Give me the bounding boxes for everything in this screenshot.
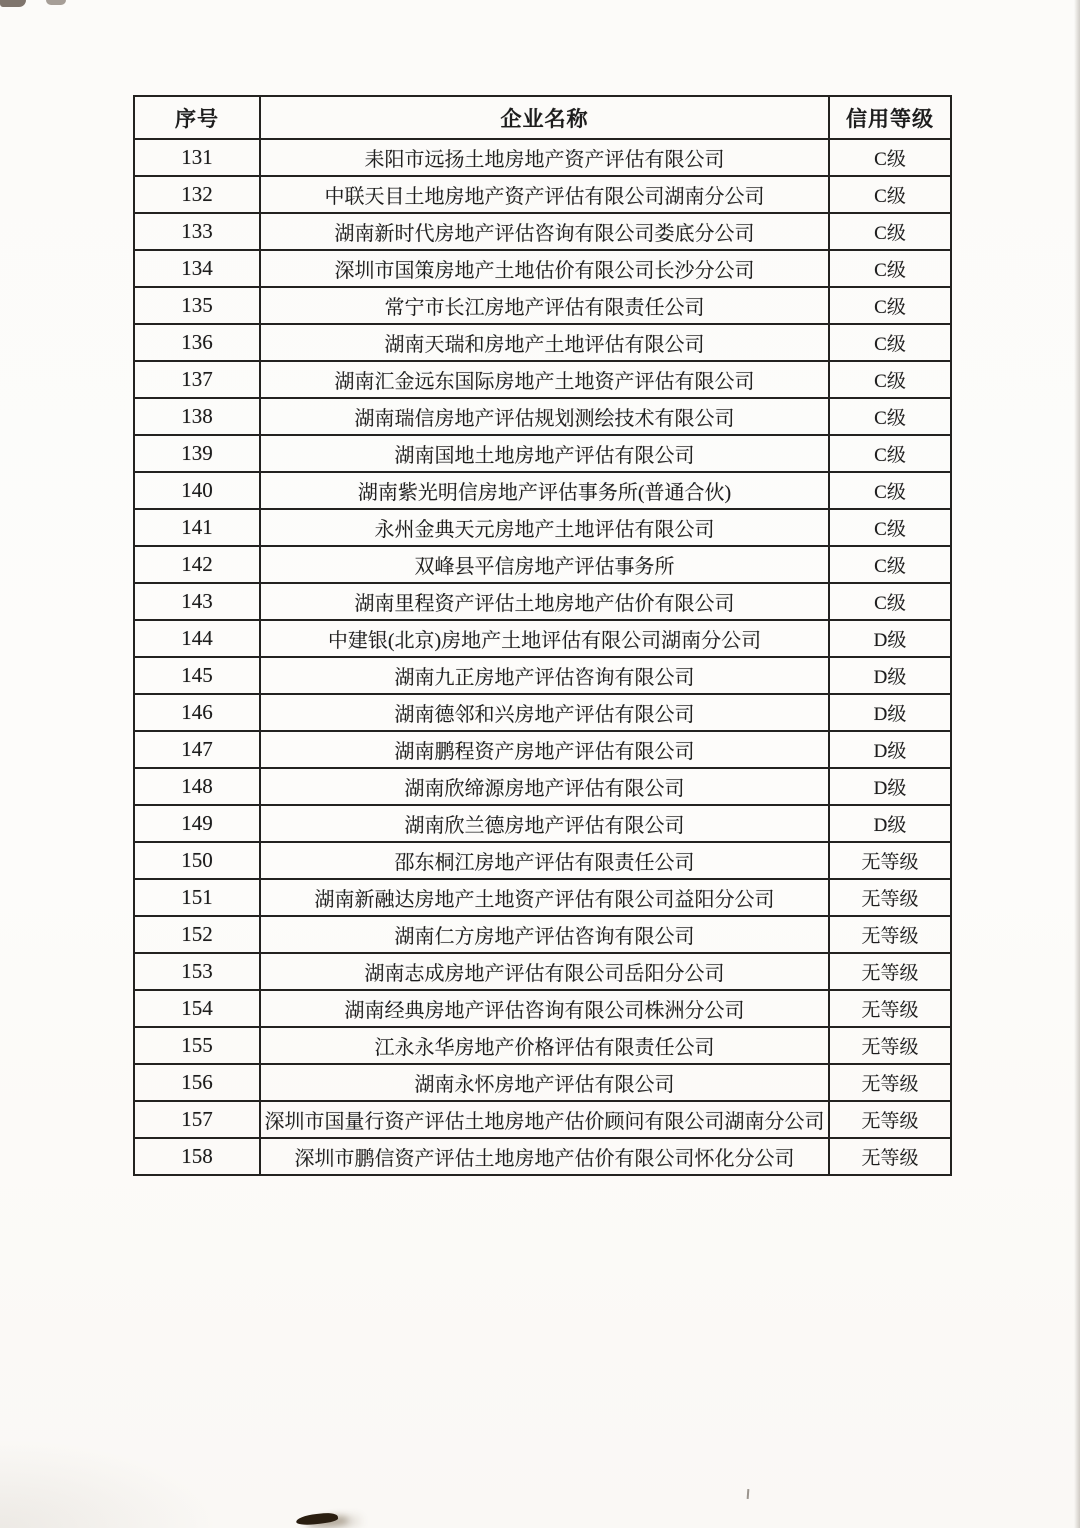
credit-rating-cell: C级 bbox=[829, 472, 951, 509]
credit-rating-cell: D级 bbox=[829, 805, 951, 842]
table-row bbox=[134, 842, 951, 879]
credit-rating-cell: C级 bbox=[829, 509, 951, 546]
serial-number-cell: 154 bbox=[134, 990, 260, 1027]
scan-edge-shadow bbox=[1074, 0, 1080, 1528]
credit-rating-cell: 无等级 bbox=[829, 879, 951, 916]
company-name-cell: 湖南新时代房地产评估咨询有限公司娄底分公司 bbox=[260, 213, 829, 250]
serial-number-cell: 152 bbox=[134, 916, 260, 953]
credit-rating-cell: 无等级 bbox=[829, 1138, 951, 1175]
company-name-cell: 湖南欣缔源房地产评估有限公司 bbox=[260, 768, 829, 805]
serial-number-cell: 134 bbox=[134, 250, 260, 287]
table-row bbox=[134, 694, 951, 731]
company-name-cell: 湖南鹏程资产房地产评估有限公司 bbox=[260, 731, 829, 768]
table-row bbox=[134, 1101, 951, 1138]
company-name-cell: 永州金典天元房地产土地评估有限公司 bbox=[260, 509, 829, 546]
serial-number-cell: 139 bbox=[134, 435, 260, 472]
table-row bbox=[134, 250, 951, 287]
table-row bbox=[134, 657, 951, 694]
table-row bbox=[134, 583, 951, 620]
serial-number-cell: 142 bbox=[134, 546, 260, 583]
serial-number-cell: 151 bbox=[134, 879, 260, 916]
company-name-cell: 中建银(北京)房地产土地评估有限公司湖南分公司 bbox=[260, 620, 829, 657]
serial-number-cell: 155 bbox=[134, 1027, 260, 1064]
credit-rating-cell: C级 bbox=[829, 435, 951, 472]
table-body bbox=[134, 139, 951, 1175]
credit-rating-table bbox=[133, 95, 952, 1176]
credit-rating-cell: 无等级 bbox=[829, 842, 951, 879]
serial-number-cell: 143 bbox=[134, 583, 260, 620]
serial-number-cell: 153 bbox=[134, 953, 260, 990]
credit-rating-cell: C级 bbox=[829, 583, 951, 620]
company-name-cell: 湖南志成房地产评估有限公司岳阳分公司 bbox=[260, 953, 829, 990]
table-row bbox=[134, 139, 951, 176]
table-row bbox=[134, 509, 951, 546]
table-row bbox=[134, 805, 951, 842]
table-row bbox=[134, 916, 951, 953]
serial-number-cell: 141 bbox=[134, 509, 260, 546]
company-name-cell: 湖南汇金远东国际房地产土地资产评估有限公司 bbox=[260, 361, 829, 398]
table-row bbox=[134, 879, 951, 916]
company-name-cell: 江永永华房地产价格评估有限责任公司 bbox=[260, 1027, 829, 1064]
credit-rating-cell: 无等级 bbox=[829, 990, 951, 1027]
serial-number-cell: 132 bbox=[134, 176, 260, 213]
table-row bbox=[134, 176, 951, 213]
company-name-cell: 湖南欣兰德房地产评估有限公司 bbox=[260, 805, 829, 842]
credit-rating-cell: C级 bbox=[829, 250, 951, 287]
table-row bbox=[134, 620, 951, 657]
company-name-cell: 湖南紫光明信房地产评估事务所(普通合伙) bbox=[260, 472, 829, 509]
company-name-cell: 深圳市鹏信资产评估土地房地产估价有限公司怀化分公司 bbox=[260, 1138, 829, 1175]
table-row bbox=[134, 546, 951, 583]
serial-number-cell: 150 bbox=[134, 842, 260, 879]
serial-number-cell: 145 bbox=[134, 657, 260, 694]
company-name-cell: 湖南德邻和兴房地产评估有限公司 bbox=[260, 694, 829, 731]
company-name-cell: 湖南瑞信房地产评估规划测绘技术有限公司 bbox=[260, 398, 829, 435]
serial-number-cell: 133 bbox=[134, 213, 260, 250]
table-row bbox=[134, 398, 951, 435]
credit-rating-cell: D级 bbox=[829, 768, 951, 805]
company-name-cell: 湖南经典房地产评估咨询有限公司株洲分公司 bbox=[260, 990, 829, 1027]
credit-rating-cell: C级 bbox=[829, 398, 951, 435]
credit-rating-cell: 无等级 bbox=[829, 1101, 951, 1138]
company-name-cell: 湖南新融达房地产土地资产评估有限公司益阳分公司 bbox=[260, 879, 829, 916]
credit-rating-cell: D级 bbox=[829, 694, 951, 731]
company-name-cell: 湖南永怀房地产评估有限公司 bbox=[260, 1064, 829, 1101]
credit-rating-cell: 无等级 bbox=[829, 916, 951, 953]
company-name-cell: 湖南里程资产评估土地房地产估价有限公司 bbox=[260, 583, 829, 620]
serial-number-cell: 136 bbox=[134, 324, 260, 361]
scan-smudge-bottom bbox=[296, 1512, 339, 1526]
table-row bbox=[134, 361, 951, 398]
serial-number-cell: 158 bbox=[134, 1138, 260, 1175]
credit-rating-cell: 无等级 bbox=[829, 1064, 951, 1101]
table-row bbox=[134, 324, 951, 361]
company-name-cell: 双峰县平信房地产评估事务所 bbox=[260, 546, 829, 583]
company-name-cell: 中联天目土地房地产资产评估有限公司湖南分公司 bbox=[260, 176, 829, 213]
credit-rating-cell: D级 bbox=[829, 657, 951, 694]
credit-rating-cell: C级 bbox=[829, 176, 951, 213]
company-name-cell: 常宁市长江房地产评估有限责任公司 bbox=[260, 287, 829, 324]
credit-rating-cell: C级 bbox=[829, 213, 951, 250]
table-row bbox=[134, 435, 951, 472]
company-name-cell: 深圳市国量行资产评估土地房地产估价顾问有限公司湖南分公司 bbox=[260, 1101, 829, 1138]
credit-rating-cell: D级 bbox=[829, 731, 951, 768]
header-credit-rating: 信用等级 bbox=[829, 96, 951, 139]
credit-rating-cell: C级 bbox=[829, 361, 951, 398]
serial-number-cell: 137 bbox=[134, 361, 260, 398]
table-row bbox=[134, 953, 951, 990]
serial-number-cell: 146 bbox=[134, 694, 260, 731]
company-name-cell: 湖南仁方房地产评估咨询有限公司 bbox=[260, 916, 829, 953]
serial-number-cell: 144 bbox=[134, 620, 260, 657]
serial-number-cell: 156 bbox=[134, 1064, 260, 1101]
company-name-cell: 湖南九正房地产评估咨询有限公司 bbox=[260, 657, 829, 694]
company-name-cell: 邵东桐江房地产评估有限责任公司 bbox=[260, 842, 829, 879]
serial-number-cell: 148 bbox=[134, 768, 260, 805]
credit-rating-cell: D级 bbox=[829, 620, 951, 657]
scan-tick-mark bbox=[747, 1489, 750, 1499]
scan-speck-top-left-2 bbox=[46, 0, 66, 5]
credit-rating-cell: 无等级 bbox=[829, 953, 951, 990]
table-row bbox=[134, 472, 951, 509]
credit-rating-cell: 无等级 bbox=[829, 1027, 951, 1064]
credit-rating-cell: C级 bbox=[829, 287, 951, 324]
scan-speck-top-left bbox=[0, 0, 26, 7]
company-name-cell: 耒阳市远扬土地房地产资产评估有限公司 bbox=[260, 139, 829, 176]
credit-rating-cell: C级 bbox=[829, 546, 951, 583]
table-header-row bbox=[134, 96, 951, 139]
table-row bbox=[134, 768, 951, 805]
table-row bbox=[134, 213, 951, 250]
serial-number-cell: 135 bbox=[134, 287, 260, 324]
serial-number-cell: 149 bbox=[134, 805, 260, 842]
credit-rating-cell: C级 bbox=[829, 324, 951, 361]
serial-number-cell: 131 bbox=[134, 139, 260, 176]
table-row bbox=[134, 990, 951, 1027]
scan-corner-shade bbox=[0, 1438, 220, 1528]
company-name-cell: 湖南国地土地房地产评估有限公司 bbox=[260, 435, 829, 472]
company-name-cell: 湖南天瑞和房地产土地评估有限公司 bbox=[260, 324, 829, 361]
header-company-name: 企业名称 bbox=[260, 96, 829, 139]
table-row bbox=[134, 731, 951, 768]
serial-number-cell: 140 bbox=[134, 472, 260, 509]
table-row bbox=[134, 1027, 951, 1064]
serial-number-cell: 157 bbox=[134, 1101, 260, 1138]
table-row bbox=[134, 1064, 951, 1101]
header-serial-number: 序号 bbox=[134, 96, 260, 139]
table-row bbox=[134, 287, 951, 324]
serial-number-cell: 138 bbox=[134, 398, 260, 435]
company-name-cell: 深圳市国策房地产土地估价有限公司长沙分公司 bbox=[260, 250, 829, 287]
serial-number-cell: 147 bbox=[134, 731, 260, 768]
table-row bbox=[134, 1138, 951, 1175]
credit-rating-cell: C级 bbox=[829, 139, 951, 176]
